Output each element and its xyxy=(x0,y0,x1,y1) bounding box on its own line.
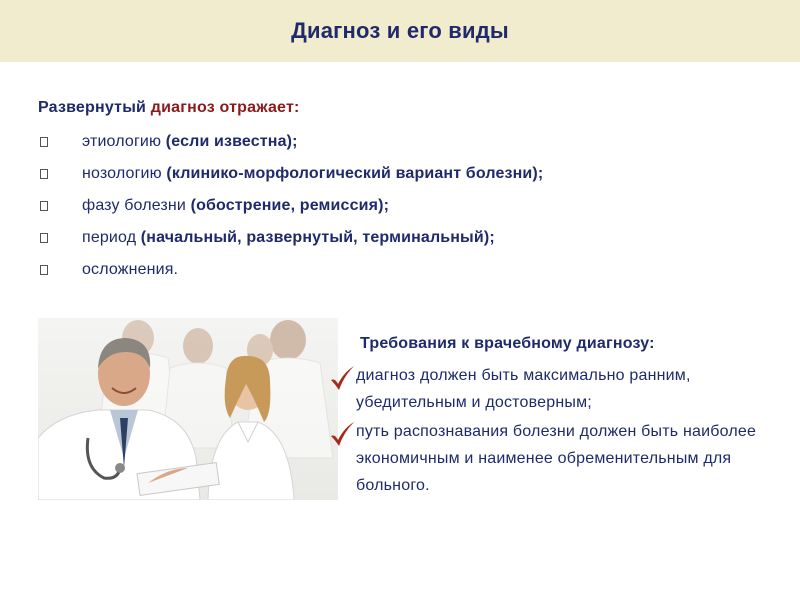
slide-header xyxy=(0,0,800,62)
item-lead: фазу болезни xyxy=(82,197,191,214)
requirements-section xyxy=(326,328,776,499)
list-item xyxy=(326,418,776,499)
slide-title: Диагноз и его виды xyxy=(291,18,509,43)
doctors-team-photo xyxy=(38,318,338,500)
item-lead: осложнения. xyxy=(82,261,179,278)
item-detail: (клинико-морфологический вариант болезни); xyxy=(166,165,544,182)
item-detail: (если известна); xyxy=(165,133,298,150)
bullet-box-icon xyxy=(40,201,48,211)
bullet-box-icon xyxy=(40,169,48,179)
intro-accent: диагноз отражает: xyxy=(146,99,300,116)
section-intro xyxy=(38,96,778,120)
intro-lead: Развернутый xyxy=(38,99,147,116)
item-lead: этиологию xyxy=(82,133,166,150)
bullet-box-icon xyxy=(40,265,48,275)
diagnosis-bullet-list xyxy=(38,126,778,286)
list-item xyxy=(38,190,778,222)
list-item xyxy=(38,126,778,158)
item-lead: нозологию xyxy=(82,165,167,182)
requirement-text: диагноз должен быть максимально ранним, убедительным и достоверным; xyxy=(356,367,691,411)
list-item xyxy=(326,362,776,416)
item-detail: (начальный, развернутый, терминальный); xyxy=(140,229,495,246)
check-mark-icon xyxy=(328,420,356,448)
list-item xyxy=(38,222,778,254)
list-item xyxy=(38,254,778,286)
bullet-box-icon xyxy=(40,233,48,243)
diagnosis-content-section xyxy=(38,96,778,286)
list-item xyxy=(38,158,778,190)
item-lead: период xyxy=(82,229,141,246)
requirement-text: путь распознавания болезни должен быть наиболее экономичным и наименее обременительным для больного. xyxy=(356,423,757,494)
item-detail: (обострение, ремиссия); xyxy=(190,197,390,214)
bullet-box-icon xyxy=(40,137,48,147)
requirements-title: Требования к врачебному диагнозу: xyxy=(360,335,655,352)
check-mark-icon xyxy=(328,364,356,392)
